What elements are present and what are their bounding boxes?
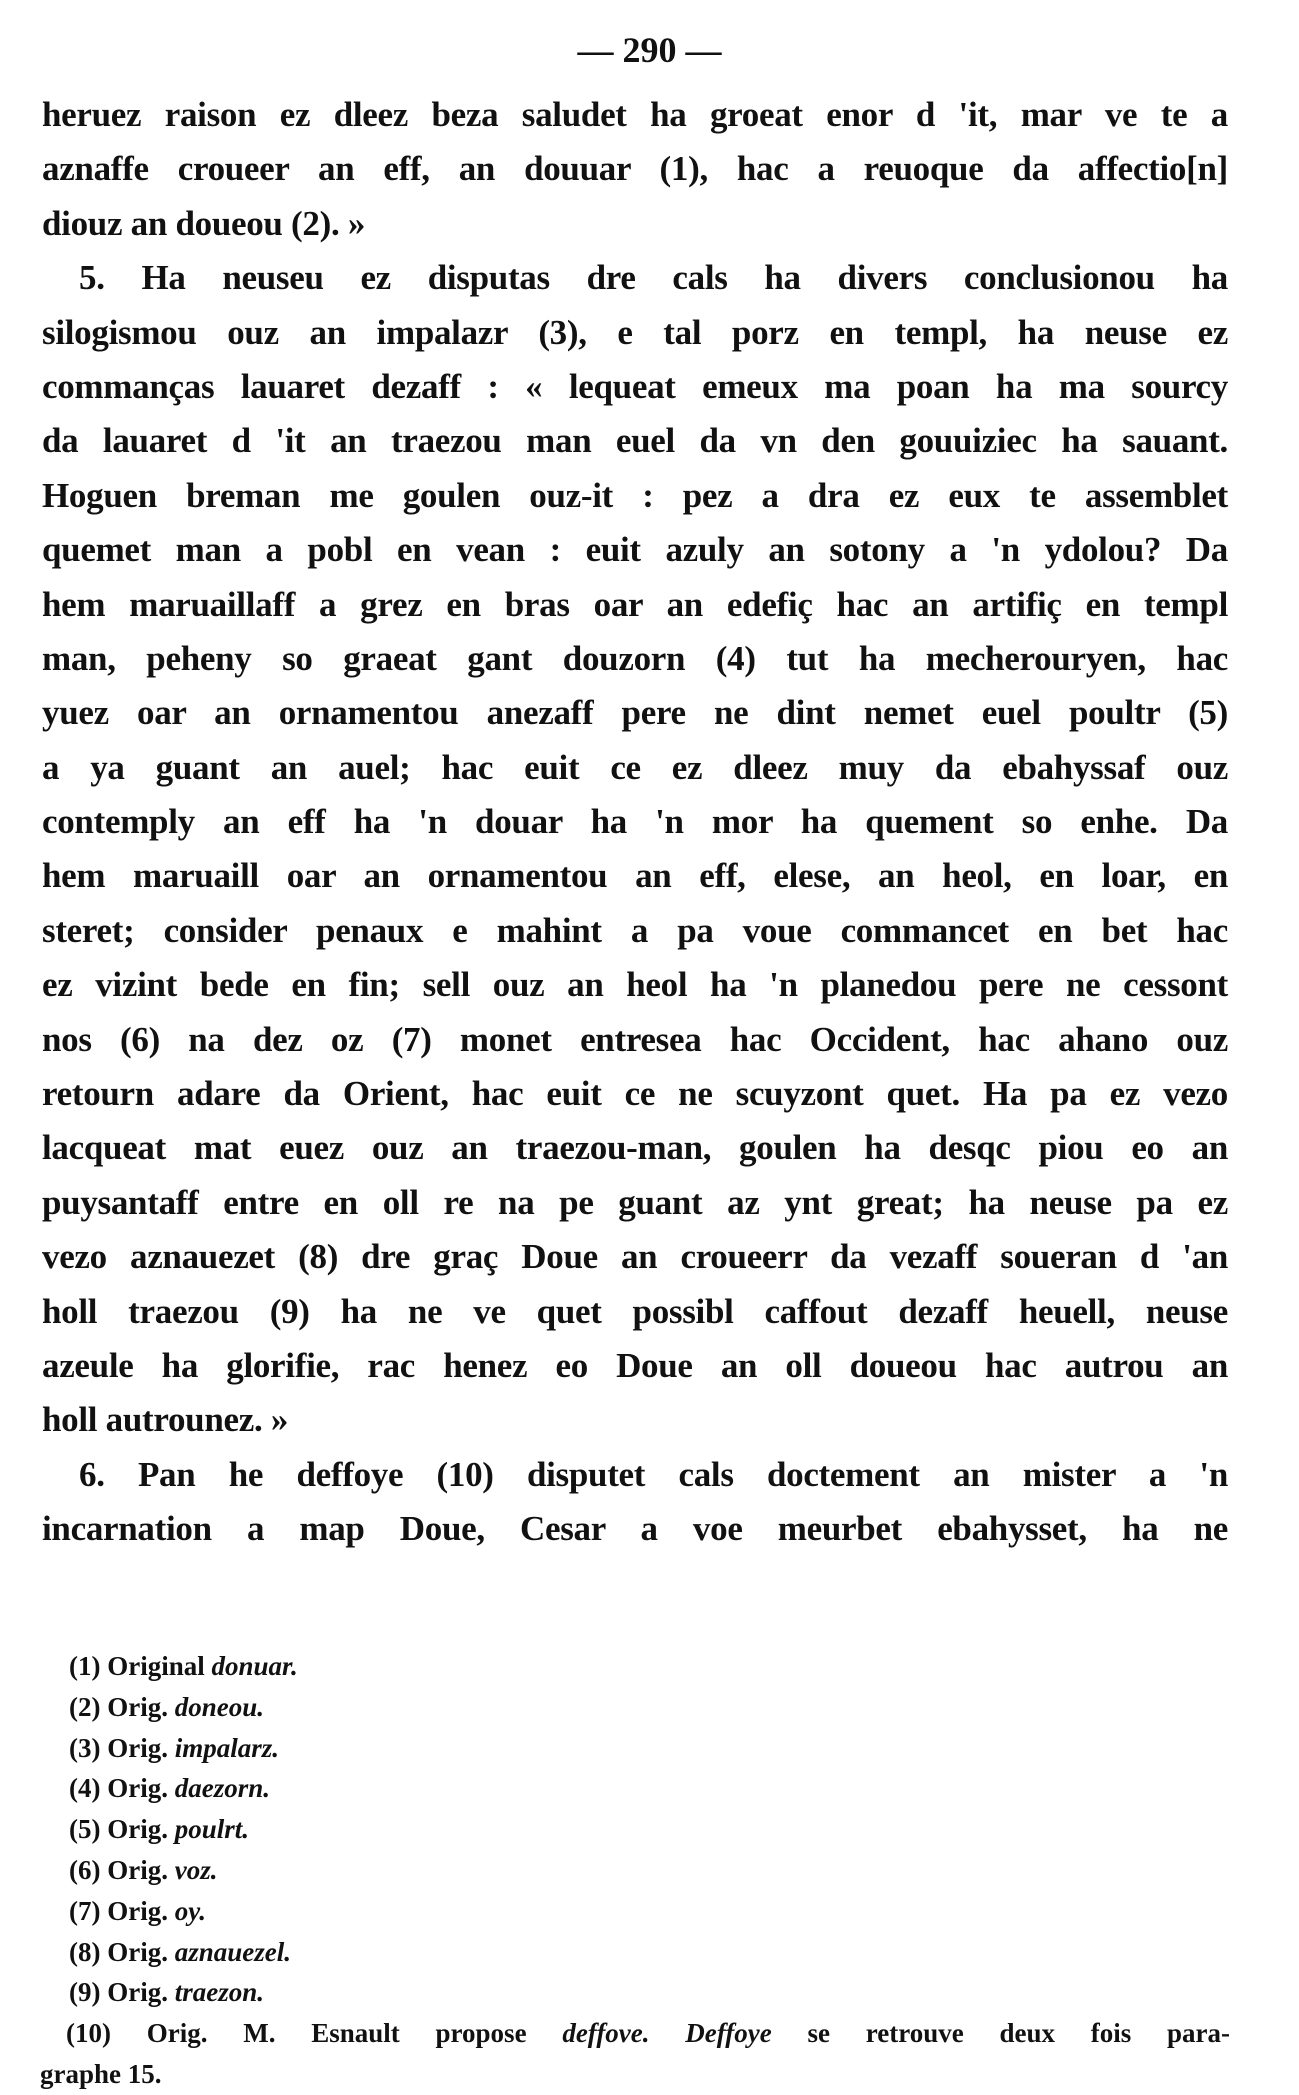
footnote-label: (4) Orig. [69,1773,175,1804]
footnote-label: (5) Orig. [69,1814,175,1845]
footnote-label: (7) Orig. [69,1895,175,1926]
text-line: puysantaff entre en oll re na pe guant az ynt great; ha neuse pa ez [42,1182,1228,1222]
footnote-10-continuation: graphe 15. [40,2058,162,2089]
text-line: a ya guant an auel; hac euit ce ez dleez muy da ebahyssaf ouz [42,747,1228,787]
body-text [42,88,1228,1557]
footnote-label: (1) Original [69,1651,212,1681]
text-line: vezo aznauezet (8) dre graç Doue an croueerr da vezaff soueran d 'an [42,1237,1228,1277]
text-line: hem maruaill oar an ornamentou an eff, elese, an heol, en loar, en [42,856,1228,896]
text-line: man, peheny so graeat gant douzorn (4) tut ha mecherouryen, hac [42,638,1228,678]
paragraph-5-start: 5. Ha neuseu ez disputas dre cals ha divers conclusionou ha [79,258,1228,298]
footnote-10 [40,2013,1230,2054]
footnote-7 [40,1891,1230,1932]
text-line: steret; consider penaux e mahint a pa voue commancet en bet hac [42,910,1228,950]
text-line: heruez raison ez dleez beza saludet ha groeat enor d 'it, mar ve te a [42,95,1228,134]
footnote-reading: poulrt. [174,1814,250,1845]
footnote-3 [40,1728,1230,1769]
text-line: hem maruaillaff a grez en bras oar an edefiç hac an artifiç en templ [42,584,1228,624]
footnote-text: se retrouve deux fois para- [771,2018,1231,2049]
footnotes [40,1646,1230,2095]
footnote-reading: Deffoye [685,2018,772,2049]
text-line: silogismou ouz an impalazr (3), e tal porz en templ, ha neuse ez [42,312,1228,352]
footnote-5 [40,1809,1230,1850]
footnote-reading: aznauezel. [174,1936,292,1967]
paragraph-6-start: 6. Pan he deffoye (10) disputet cals doctement an mister a 'n [79,1454,1228,1494]
page-number: — 290 — [577,30,722,70]
text-line: incarnation a map Doue, Cesar a voe meurbet ebahysset, ha ne [42,1509,1228,1549]
footnote-label: (6) Orig. [69,1854,175,1885]
footnote-2 [40,1687,1230,1728]
footnote-4 [40,1768,1230,1809]
text-line: ez vizint bede en fin; sell ouz an heol ha 'n planedou pere ne cessont [42,965,1228,1005]
text-line: retourn adare da Orient, hac euit ce ne scuyzont quet. Ha pa ez vezo [42,1074,1228,1114]
text-line: Hoguen breman me goulen ouz-it : pez a dra ez eux te assemblet [42,475,1228,515]
footnote-reading: impalarz. [174,1732,280,1763]
footnote-label: (2) Orig. [69,1691,175,1722]
footnote-reading: donuar. [211,1651,298,1681]
text-line: commanças lauaret dezaff : « lequeat emeux ma poan ha ma sourcy [42,366,1228,406]
footnote-6 [40,1850,1230,1891]
text-line: lacqueat mat euez ouz an traezou-man, goulen ha desqc piou eo an [42,1128,1228,1168]
footnote-reading: deffove. [562,2018,650,2049]
footnote-reading: voz. [174,1854,218,1885]
text-line: azeule ha glorifie, rac henez eo Doue an oll doueou hac autrou an [42,1345,1228,1385]
footnote-1 [40,1646,1230,1687]
text-line: diouz an doueou (2). » [42,203,366,243]
footnote-reading: traezon. [174,1977,265,2008]
footnote-label: (3) Orig. [69,1732,175,1763]
text-line: da lauaret d 'it an traezou man euel da vn den gouuiziec ha sauant. [42,421,1228,461]
text-line: holl traezou (9) ha ne ve quet possibl caffout dezaff heuell, neuse [42,1291,1228,1331]
footnote-label: (10) Orig. M. Esnault propose [66,2018,563,2049]
footnote-reading: doneou. [174,1691,265,1722]
text-line: yuez oar an ornamentou anezaff pere ne dint nemet euel poultr (5) [42,693,1228,733]
footnote-8 [40,1932,1230,1973]
footnote-reading: daezorn. [174,1773,270,1804]
text-line: contemply an eff ha 'n douar ha 'n mor ha quement so enhe. Da [42,802,1228,842]
footnote-label: (9) Orig. [69,1977,175,2008]
text-line: nos (6) na dez oz (7) monet entresea hac Occident, hac ahano ouz [42,1019,1228,1059]
text-line: aznaffe croueer an eff, an douuar (1), hac a reuoque da affectio[n] [42,149,1228,189]
footnote-reading: oy. [174,1895,206,1926]
text-line: quemet man a pobl en vean : euit azuly an sotony a 'n ydolou? Da [42,530,1228,570]
text-line: holl autrounez. » [42,1400,289,1440]
footnote-9 [40,1972,1230,2013]
footnote-label: (8) Orig. [69,1936,175,1967]
